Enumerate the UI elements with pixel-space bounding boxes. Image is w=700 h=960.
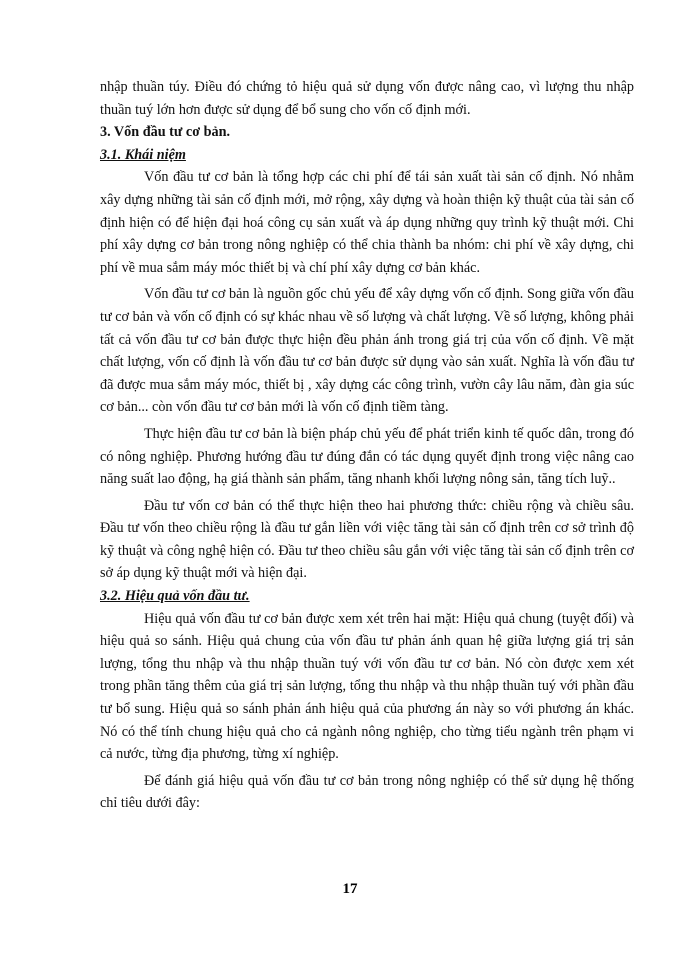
paragraph-indicators: Để đánh giá hiệu quả vốn đầu tư cơ bản trong nông nghiệp có thể sử dụng hệ thống chỉ tiêu dưới đây: <box>100 772 634 812</box>
paragraph-efficiency: Hiệu quả vốn đầu tư cơ bản được xem xét trên hai mặt: Hiệu quả chung (tuyệt đối) và hiệu quả so sánh. Hiệu quả chung của vốn đầu tư phản ánh quan hệ giữa lượng giá trị sản lượng, tổng thu nhập và thu nhập thuần tuý với vốn đầu tư cơ bản. Nó còn được xem xét trong phần tăng thêm của giá trị sản lượng, tổng thu nhập và thu nhập thuần tuý với phần đầu tư bổ sung. Hiệu quả so sánh phản ánh hiệu quả của phương án này so với phương án khác. Nó có thể tính chung hiệu quả cho cả ngành nông nghiệp, cho từng tiểu ngành trên phạm vi cả nước, từng địa phương, từng xí nghiệp. <box>100 610 634 763</box>
paragraph-continuation: nhập thuần túy. Điều đó chứng tỏ hiệu quả sử dụng vốn được nâng cao, vì lượng thu nhập thuần tuý lớn hơn được sử dụng để bổ sung cho vốn cố định mới. <box>100 79 634 118</box>
document-body <box>100 76 634 815</box>
section-heading-3: 3. Vốn đầu tư cơ bản. <box>100 124 231 141</box>
page-number: 17 <box>342 881 358 897</box>
subsection-heading-3-1: 3.1. Khái niệm <box>100 146 186 163</box>
subsection-heading-3-2: 3.2. Hiệu quả vốn đầu tư. <box>100 588 250 605</box>
paragraph-investment-methods: Đầu tư vốn cơ bản có thể thực hiện theo hai phương thức: chiều rộng và chiều sâu. Đầu tư vốn theo chiều rộng là đầu tư gắn liền với việc tăng tài sản cố định trên cơ sở trình độ kỹ thuật và công nghệ hiện có. Đầu tư theo chiều sâu gắn với việc tăng tài sản cố định trên cơ sở áp dụng kỹ thuật mới và hiện đại. <box>100 497 634 582</box>
paragraph-definition: Vốn đầu tư cơ bản là tổng hợp các chi phí để tái sản xuất tài sản cố định. Nó nhằm xây dựng những tài sản cố định mới, mở rộng, xây dựng và hoàn thiện kỹ thuật của tài sản cố định hiện có để hiện đại hoá công cụ sản xuất và áp dụng những quy trình kỹ thuật mới. Chi phí xây dựng cơ bản trong nông nghiệp có thể chia thành ba nhóm: chi phí về xây dựng, chi phí về mua sắm máy móc thiết bị và chí phí xây dựng cơ bản khác. <box>100 169 634 276</box>
paragraph-source-of-fixed-capital: Vốn đầu tư cơ bản là nguồn gốc chủ yếu để xây dựng vốn cố định. Song giữa vốn đầu tư cơ bản và vốn cố định có sự khác nhau về số lượng và chất lượng. Về số lượng, không phải tất cả vốn đầu tư cơ bản được thực hiện đều phản ánh trong giá trị của vốn cố định. Về mặt chất lượng, vốn cố định là vốn đầu tư cơ bản được sử dụng vào sản xuất. Nghĩa là vốn đầu tư đã được mua sắm máy móc, thiết bị , xây dựng các công trình, vườn cây lâu năm, đàn gia súc cơ bản... còn vốn đầu tư cơ bản mới là vốn cố định tiềm tàng. <box>100 286 634 416</box>
paragraph-implementation: Thực hiện đầu tư cơ bản là biện pháp chủ yếu để phát triển kinh tế quốc dân, trong đó có nông nghiệp. Phương hướng đầu tư đúng đắn có tác dụng quyết định trong việc nâng cao năng suất lao động, hạ giá thành sản phẩm, tăng nhanh khối lượng nông sản, tăng tích luỹ.. <box>100 425 634 488</box>
